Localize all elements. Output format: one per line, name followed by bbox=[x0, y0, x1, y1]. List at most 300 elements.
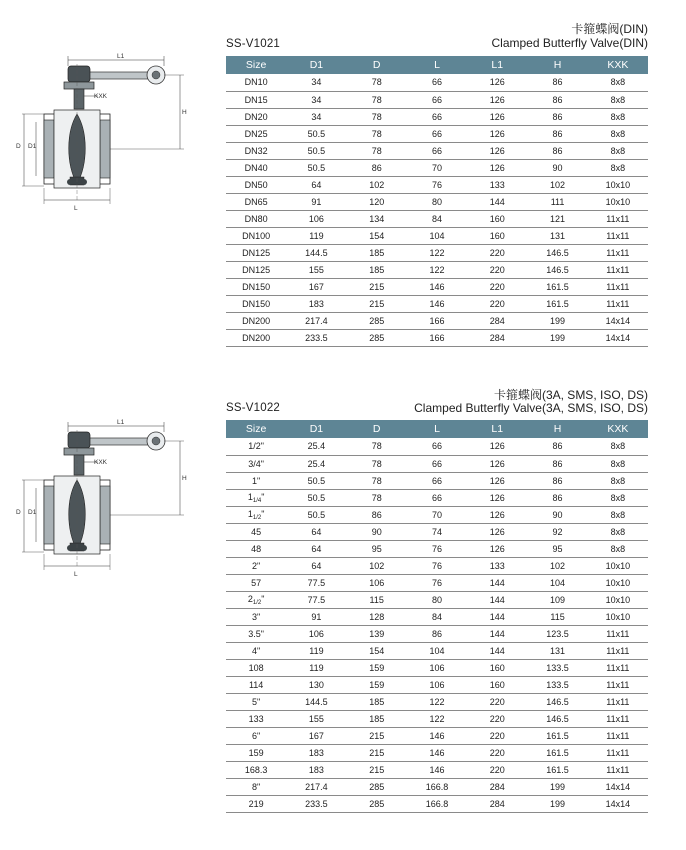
value-cell: 106 bbox=[407, 676, 467, 693]
size-cell: DN50 bbox=[226, 176, 286, 193]
value-cell: 166.8 bbox=[407, 795, 467, 812]
dim-label-d: D bbox=[16, 509, 21, 516]
value-cell: 139 bbox=[347, 625, 407, 642]
value-cell: 215 bbox=[347, 727, 407, 744]
value-cell: 220 bbox=[467, 278, 527, 295]
table-row bbox=[226, 261, 648, 278]
value-cell: 155 bbox=[286, 261, 346, 278]
value-cell: 8x8 bbox=[588, 125, 648, 142]
value-cell: 25.4 bbox=[286, 455, 346, 472]
table-row bbox=[226, 608, 648, 625]
size-cell: DN40 bbox=[226, 159, 286, 176]
size-fraction: 1/2 bbox=[252, 514, 262, 521]
size-cell: 168.3 bbox=[226, 761, 286, 778]
value-cell: 119 bbox=[286, 642, 346, 659]
value-cell: 233.5 bbox=[286, 329, 346, 346]
value-cell: 90 bbox=[347, 523, 407, 540]
value-cell: 84 bbox=[407, 210, 467, 227]
table-row bbox=[226, 523, 648, 540]
size-cell: 3/4" bbox=[226, 455, 286, 472]
title-english: Clamped Butterfly Valve(3A, SMS, ISO, DS) bbox=[414, 401, 648, 415]
value-cell: 146.5 bbox=[527, 710, 587, 727]
dim-label-d: D bbox=[16, 143, 21, 150]
value-cell: 215 bbox=[347, 295, 407, 312]
value-cell: 80 bbox=[407, 193, 467, 210]
table-row bbox=[226, 438, 648, 455]
value-cell: 183 bbox=[286, 744, 346, 761]
size-cell: 219 bbox=[226, 795, 286, 812]
table-row bbox=[226, 472, 648, 489]
value-cell: 146.5 bbox=[527, 244, 587, 261]
value-cell: 50.5 bbox=[286, 125, 346, 142]
value-cell: 115 bbox=[527, 608, 587, 625]
value-cell: 130 bbox=[286, 676, 346, 693]
table-row bbox=[226, 455, 648, 472]
table-row bbox=[226, 244, 648, 261]
value-cell: 104 bbox=[407, 642, 467, 659]
size-cell: 4" bbox=[226, 642, 286, 659]
value-cell: 285 bbox=[347, 312, 407, 329]
size-cell: DN200 bbox=[226, 329, 286, 346]
value-cell: 122 bbox=[407, 710, 467, 727]
value-cell: 8x8 bbox=[588, 472, 648, 489]
size-cell bbox=[226, 506, 286, 523]
size-cell: DN80 bbox=[226, 210, 286, 227]
value-cell: 86 bbox=[347, 506, 407, 523]
value-cell: 161.5 bbox=[527, 278, 587, 295]
value-cell: 109 bbox=[527, 591, 587, 608]
value-cell: 86 bbox=[527, 74, 587, 91]
dim-label-d1: D1 bbox=[28, 509, 37, 516]
value-cell: 120 bbox=[347, 193, 407, 210]
table-row bbox=[226, 159, 648, 176]
size-cell: DN65 bbox=[226, 193, 286, 210]
value-cell: 126 bbox=[467, 91, 527, 108]
value-cell: 84 bbox=[407, 608, 467, 625]
model-number: SS-V1021 bbox=[226, 38, 281, 50]
value-cell: 66 bbox=[407, 91, 467, 108]
value-cell: 11x11 bbox=[588, 676, 648, 693]
value-cell: 86 bbox=[527, 455, 587, 472]
value-cell: 154 bbox=[347, 227, 407, 244]
value-cell: 78 bbox=[347, 74, 407, 91]
value-cell: 126 bbox=[467, 438, 527, 455]
value-cell: 146 bbox=[407, 744, 467, 761]
value-cell: 167 bbox=[286, 278, 346, 295]
value-cell: 122 bbox=[407, 244, 467, 261]
spec-table bbox=[226, 56, 648, 347]
dim-label-l1: L1 bbox=[117, 419, 125, 426]
value-cell: 126 bbox=[467, 125, 527, 142]
value-cell: 11x11 bbox=[588, 727, 648, 744]
title-english: Clamped Butterfly Valve(DIN) bbox=[491, 36, 648, 50]
model-number: SS-V1022 bbox=[226, 402, 281, 414]
size-inch-mark: " bbox=[261, 593, 265, 604]
table-row bbox=[226, 642, 648, 659]
value-cell: 159 bbox=[347, 659, 407, 676]
size-cell: 159 bbox=[226, 744, 286, 761]
table-row bbox=[226, 591, 648, 608]
table-row bbox=[226, 540, 648, 557]
dim-label-l: L bbox=[74, 571, 78, 578]
size-cell: DN10 bbox=[226, 74, 286, 91]
column-header-d: D bbox=[347, 420, 407, 438]
value-cell: 217.4 bbox=[286, 312, 346, 329]
size-whole: 1 bbox=[247, 491, 253, 502]
value-cell: 160 bbox=[467, 210, 527, 227]
value-cell: 11x11 bbox=[588, 625, 648, 642]
table-row bbox=[226, 710, 648, 727]
table-row bbox=[226, 727, 648, 744]
table-row bbox=[226, 693, 648, 710]
size-cell: DN100 bbox=[226, 227, 286, 244]
table-row bbox=[226, 778, 648, 795]
value-cell: 66 bbox=[407, 142, 467, 159]
size-cell: 114 bbox=[226, 676, 286, 693]
value-cell: 8x8 bbox=[588, 91, 648, 108]
dim-label-l: L bbox=[74, 205, 78, 212]
value-cell: 34 bbox=[286, 108, 346, 125]
value-cell: 161.5 bbox=[527, 295, 587, 312]
value-cell: 80 bbox=[407, 591, 467, 608]
value-cell: 91 bbox=[286, 608, 346, 625]
value-cell: 76 bbox=[407, 557, 467, 574]
value-cell: 50.5 bbox=[286, 506, 346, 523]
value-cell: 126 bbox=[467, 489, 527, 506]
value-cell: 126 bbox=[467, 74, 527, 91]
value-cell: 185 bbox=[347, 261, 407, 278]
size-inch-mark: " bbox=[261, 491, 265, 502]
size-whole: 2 bbox=[247, 593, 253, 604]
value-cell: 133 bbox=[467, 176, 527, 193]
value-cell: 161.5 bbox=[527, 744, 587, 761]
value-cell: 11x11 bbox=[588, 761, 648, 778]
value-cell: 146 bbox=[407, 761, 467, 778]
value-cell: 284 bbox=[467, 778, 527, 795]
value-cell: 215 bbox=[347, 744, 407, 761]
value-cell: 66 bbox=[407, 489, 467, 506]
value-cell: 166 bbox=[407, 329, 467, 346]
value-cell: 66 bbox=[407, 74, 467, 91]
column-header-l: L bbox=[407, 56, 467, 74]
valve-drawing bbox=[14, 52, 194, 212]
size-cell: DN25 bbox=[226, 125, 286, 142]
column-header-kxk: KXK bbox=[588, 420, 648, 438]
value-cell: 220 bbox=[467, 244, 527, 261]
value-cell: 11x11 bbox=[588, 278, 648, 295]
value-cell: 8x8 bbox=[588, 142, 648, 159]
size-cell: DN32 bbox=[226, 142, 286, 159]
value-cell: 11x11 bbox=[588, 210, 648, 227]
value-cell: 128 bbox=[347, 608, 407, 625]
value-cell: 64 bbox=[286, 176, 346, 193]
value-cell: 285 bbox=[347, 795, 407, 812]
value-cell: 8x8 bbox=[588, 540, 648, 557]
value-cell: 64 bbox=[286, 557, 346, 574]
value-cell: 90 bbox=[527, 159, 587, 176]
table-header-row bbox=[226, 56, 648, 74]
column-header-size: Size bbox=[226, 420, 286, 438]
value-cell: 25.4 bbox=[286, 438, 346, 455]
value-cell: 220 bbox=[467, 261, 527, 278]
column-header-h: H bbox=[527, 420, 587, 438]
value-cell: 11x11 bbox=[588, 642, 648, 659]
value-cell: 126 bbox=[467, 159, 527, 176]
size-cell: DN125 bbox=[226, 244, 286, 261]
value-cell: 86 bbox=[527, 489, 587, 506]
value-cell: 66 bbox=[407, 125, 467, 142]
value-cell: 102 bbox=[527, 176, 587, 193]
value-cell: 11x11 bbox=[588, 227, 648, 244]
value-cell: 11x11 bbox=[588, 659, 648, 676]
value-cell: 70 bbox=[407, 506, 467, 523]
value-cell: 144 bbox=[467, 591, 527, 608]
value-cell: 199 bbox=[527, 778, 587, 795]
table-row bbox=[226, 489, 648, 506]
value-cell: 8x8 bbox=[588, 523, 648, 540]
value-cell: 50.5 bbox=[286, 472, 346, 489]
value-cell: 115 bbox=[347, 591, 407, 608]
value-cell: 166 bbox=[407, 312, 467, 329]
value-cell: 106 bbox=[286, 210, 346, 227]
size-cell: DN200 bbox=[226, 312, 286, 329]
value-cell: 144.5 bbox=[286, 244, 346, 261]
size-cell: 5" bbox=[226, 693, 286, 710]
dim-label-kxk: KXK bbox=[94, 459, 108, 466]
dim-label-d1: D1 bbox=[28, 143, 37, 150]
table-header-row bbox=[226, 420, 648, 438]
table-row bbox=[226, 795, 648, 812]
value-cell: 144 bbox=[467, 625, 527, 642]
value-cell: 284 bbox=[467, 312, 527, 329]
value-cell: 166.8 bbox=[407, 778, 467, 795]
value-cell: 126 bbox=[467, 142, 527, 159]
value-cell: 121 bbox=[527, 210, 587, 227]
value-cell: 106 bbox=[286, 625, 346, 642]
value-cell: 86 bbox=[407, 625, 467, 642]
table-row bbox=[226, 625, 648, 642]
value-cell: 14x14 bbox=[588, 778, 648, 795]
column-header-size: Size bbox=[226, 56, 286, 74]
value-cell: 78 bbox=[347, 489, 407, 506]
value-cell: 86 bbox=[347, 159, 407, 176]
value-cell: 220 bbox=[467, 710, 527, 727]
size-cell: 3" bbox=[226, 608, 286, 625]
value-cell: 144.5 bbox=[286, 693, 346, 710]
value-cell: 144 bbox=[467, 642, 527, 659]
size-cell bbox=[226, 489, 286, 506]
size-inch-mark: " bbox=[261, 508, 265, 519]
dim-label-h: H bbox=[182, 109, 187, 116]
value-cell: 10x10 bbox=[588, 557, 648, 574]
size-cell: 1" bbox=[226, 472, 286, 489]
value-cell: 220 bbox=[467, 727, 527, 744]
size-whole: 1 bbox=[247, 508, 253, 519]
value-cell: 86 bbox=[527, 91, 587, 108]
table-row bbox=[226, 312, 648, 329]
value-cell: 78 bbox=[347, 438, 407, 455]
value-cell: 91 bbox=[286, 193, 346, 210]
value-cell: 11x11 bbox=[588, 244, 648, 261]
size-cell: 1/2" bbox=[226, 438, 286, 455]
value-cell: 161.5 bbox=[527, 761, 587, 778]
valve-technical-drawing bbox=[14, 52, 194, 212]
value-cell: 220 bbox=[467, 295, 527, 312]
value-cell: 215 bbox=[347, 278, 407, 295]
value-cell: 111 bbox=[527, 193, 587, 210]
table-row bbox=[226, 506, 648, 523]
table-row bbox=[226, 193, 648, 210]
table-row bbox=[226, 744, 648, 761]
value-cell: 119 bbox=[286, 227, 346, 244]
value-cell: 185 bbox=[347, 710, 407, 727]
value-cell: 106 bbox=[407, 659, 467, 676]
value-cell: 76 bbox=[407, 176, 467, 193]
value-cell: 8x8 bbox=[588, 455, 648, 472]
value-cell: 102 bbox=[347, 557, 407, 574]
value-cell: 122 bbox=[407, 693, 467, 710]
title-chinese: 卡箍蝶阀(DIN) bbox=[571, 22, 648, 36]
value-cell: 161.5 bbox=[527, 727, 587, 744]
value-cell: 14x14 bbox=[588, 795, 648, 812]
value-cell: 74 bbox=[407, 523, 467, 540]
value-cell: 8x8 bbox=[588, 159, 648, 176]
value-cell: 86 bbox=[527, 108, 587, 125]
value-cell: 160 bbox=[467, 227, 527, 244]
size-cell: 45 bbox=[226, 523, 286, 540]
value-cell: 64 bbox=[286, 523, 346, 540]
size-cell: 6" bbox=[226, 727, 286, 744]
table-row bbox=[226, 278, 648, 295]
size-cell: 3.5" bbox=[226, 625, 286, 642]
value-cell: 217.4 bbox=[286, 778, 346, 795]
size-fraction: 1/2 bbox=[252, 599, 262, 606]
size-cell: 108 bbox=[226, 659, 286, 676]
value-cell: 131 bbox=[527, 227, 587, 244]
value-cell: 133.5 bbox=[527, 676, 587, 693]
size-cell: DN150 bbox=[226, 295, 286, 312]
value-cell: 233.5 bbox=[286, 795, 346, 812]
value-cell: 155 bbox=[286, 710, 346, 727]
value-cell: 199 bbox=[527, 795, 587, 812]
value-cell: 144 bbox=[467, 574, 527, 591]
size-cell: 57 bbox=[226, 574, 286, 591]
value-cell: 34 bbox=[286, 74, 346, 91]
dim-label-l1: L1 bbox=[117, 53, 125, 60]
value-cell: 92 bbox=[527, 523, 587, 540]
value-cell: 10x10 bbox=[588, 608, 648, 625]
value-cell: 123.5 bbox=[527, 625, 587, 642]
table-row bbox=[226, 659, 648, 676]
size-cell: DN20 bbox=[226, 108, 286, 125]
value-cell: 199 bbox=[527, 312, 587, 329]
value-cell: 50.5 bbox=[286, 142, 346, 159]
value-cell: 64 bbox=[286, 540, 346, 557]
value-cell: 11x11 bbox=[588, 295, 648, 312]
value-cell: 95 bbox=[347, 540, 407, 557]
value-cell: 104 bbox=[407, 227, 467, 244]
value-cell: 126 bbox=[467, 506, 527, 523]
value-cell: 284 bbox=[467, 795, 527, 812]
column-header-h: H bbox=[527, 56, 587, 74]
title-chinese: 卡箍蝶阀(3A, SMS, ISO, DS) bbox=[493, 388, 648, 402]
value-cell: 220 bbox=[467, 744, 527, 761]
value-cell: 133.5 bbox=[527, 659, 587, 676]
column-header-l1: L1 bbox=[467, 56, 527, 74]
dim-label-h: H bbox=[182, 475, 187, 482]
table-row bbox=[226, 142, 648, 159]
value-cell: 76 bbox=[407, 540, 467, 557]
value-cell: 122 bbox=[407, 261, 467, 278]
size-cell: DN125 bbox=[226, 261, 286, 278]
table-row bbox=[226, 557, 648, 574]
value-cell: 119 bbox=[286, 659, 346, 676]
value-cell: 11x11 bbox=[588, 710, 648, 727]
value-cell: 86 bbox=[527, 438, 587, 455]
table-row bbox=[226, 676, 648, 693]
valve-technical-drawing bbox=[14, 418, 194, 578]
value-cell: 86 bbox=[527, 125, 587, 142]
value-cell: 183 bbox=[286, 761, 346, 778]
value-cell: 11x11 bbox=[588, 261, 648, 278]
size-cell: DN150 bbox=[226, 278, 286, 295]
spec-table bbox=[226, 420, 648, 813]
value-cell: 106 bbox=[347, 574, 407, 591]
table-row bbox=[226, 176, 648, 193]
value-cell: 66 bbox=[407, 455, 467, 472]
value-cell: 86 bbox=[527, 142, 587, 159]
table-row bbox=[226, 125, 648, 142]
value-cell: 78 bbox=[347, 125, 407, 142]
table-row bbox=[226, 761, 648, 778]
column-header-d1: D1 bbox=[286, 420, 346, 438]
value-cell: 11x11 bbox=[588, 693, 648, 710]
value-cell: 102 bbox=[527, 557, 587, 574]
value-cell: 34 bbox=[286, 91, 346, 108]
value-cell: 66 bbox=[407, 472, 467, 489]
value-cell: 50.5 bbox=[286, 489, 346, 506]
column-header-l1: L1 bbox=[467, 420, 527, 438]
value-cell: 104 bbox=[527, 574, 587, 591]
table-row bbox=[226, 574, 648, 591]
size-fraction: 1/4 bbox=[252, 497, 262, 504]
value-cell: 70 bbox=[407, 159, 467, 176]
value-cell: 285 bbox=[347, 329, 407, 346]
value-cell: 126 bbox=[467, 523, 527, 540]
value-cell: 146 bbox=[407, 295, 467, 312]
size-cell: 2" bbox=[226, 557, 286, 574]
value-cell: 90 bbox=[527, 506, 587, 523]
value-cell: 14x14 bbox=[588, 329, 648, 346]
column-header-kxk: KXK bbox=[588, 56, 648, 74]
table-row bbox=[226, 329, 648, 346]
value-cell: 8x8 bbox=[588, 489, 648, 506]
value-cell: 10x10 bbox=[588, 176, 648, 193]
value-cell: 126 bbox=[467, 455, 527, 472]
value-cell: 160 bbox=[467, 676, 527, 693]
value-cell: 167 bbox=[286, 727, 346, 744]
size-cell: DN15 bbox=[226, 91, 286, 108]
table-row bbox=[226, 227, 648, 244]
value-cell: 10x10 bbox=[588, 591, 648, 608]
table-row bbox=[226, 210, 648, 227]
value-cell: 78 bbox=[347, 472, 407, 489]
value-cell: 220 bbox=[467, 761, 527, 778]
table-row bbox=[226, 108, 648, 125]
value-cell: 78 bbox=[347, 455, 407, 472]
value-cell: 86 bbox=[527, 472, 587, 489]
value-cell: 146 bbox=[407, 727, 467, 744]
